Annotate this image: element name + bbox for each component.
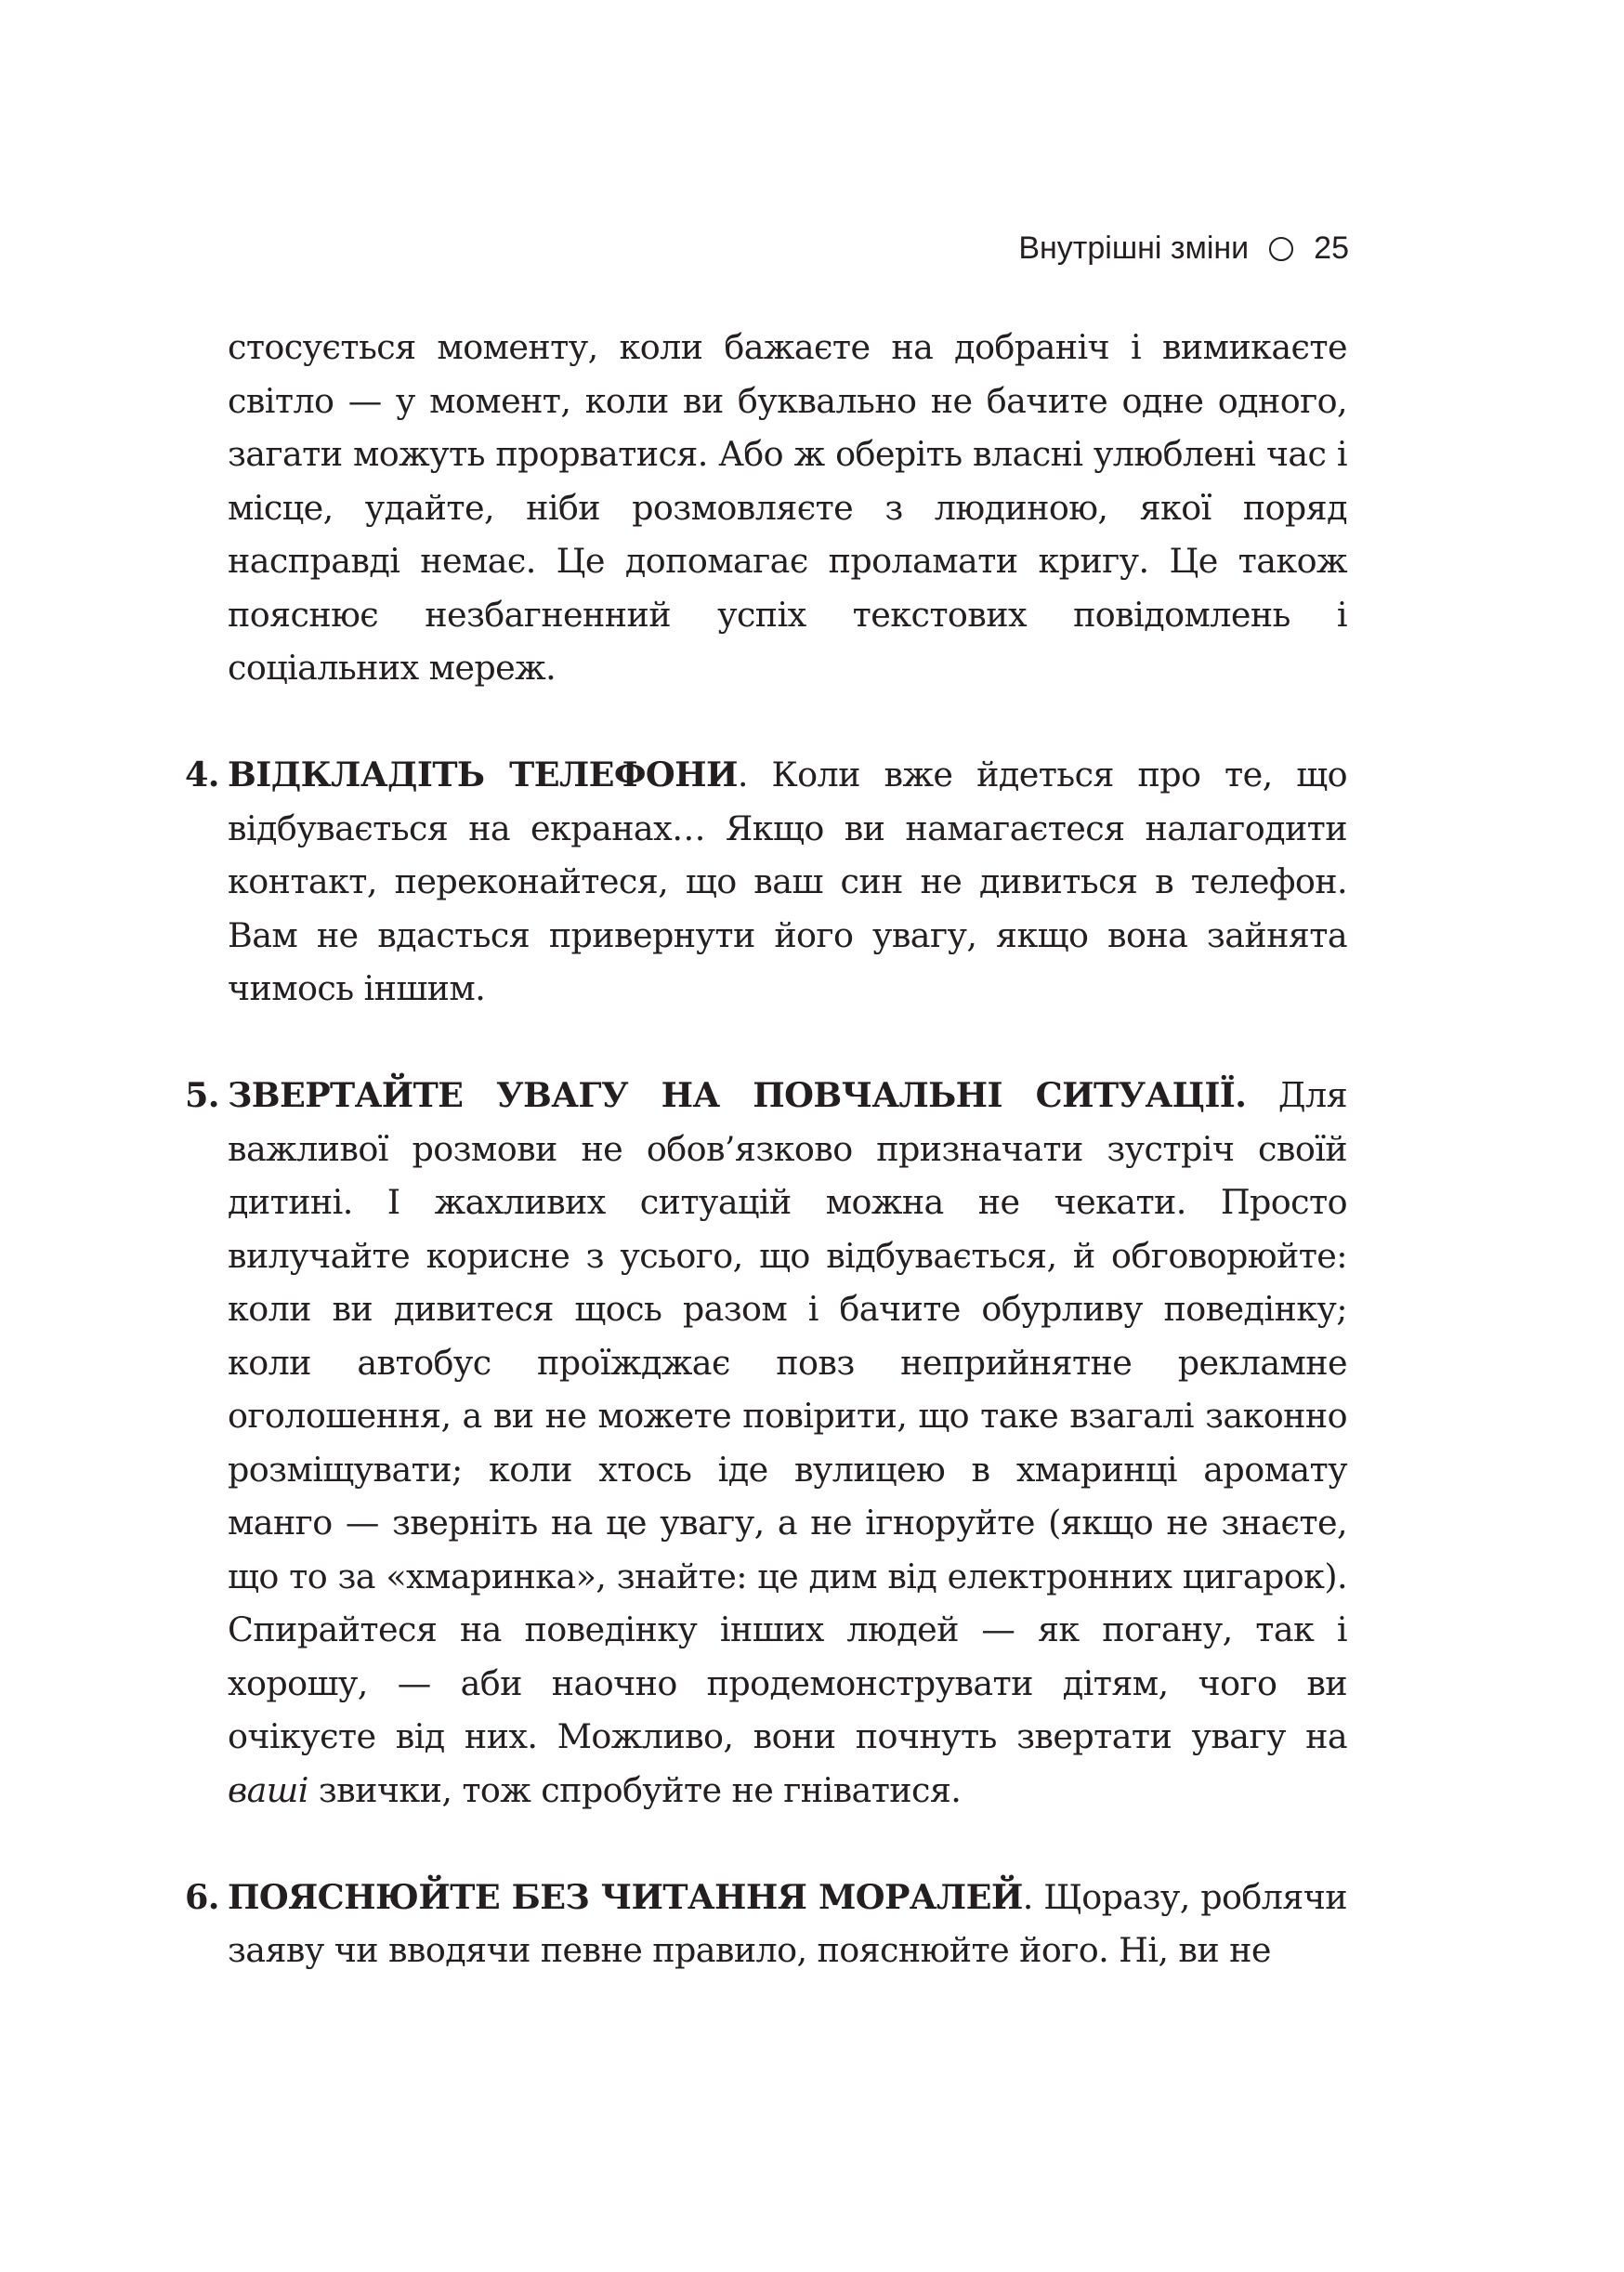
item-heading: ЗВЕРТАЙТЕ УВАГУ НА ПОВЧАЛЬНІ СИТУАЦІЇ. [228,1075,1247,1115]
item-text: . Щоразу, роблячи заяву чи вводячи певне правило, пояснюйте його. Ні, ви не [228,1876,1347,1970]
item-paragraph [228,748,1347,1016]
item-number: 4. [185,755,219,795]
item-text: Для важливої розмови не обов’язково призначати зустріч своїй дитині. І жахливих ситуацій можна не чекати. Просто вилучайте корисне з усього, що відбувається, й обговорюйте: коли ви дивитеся щось разом і бачите обурливу поведінку; коли автобус проїжджає повз неприйнятне рекламне оголошення, а ви не можете повірити, що таке взагалі законно розміщувати; коли хтось іде вулицею в хмаринці аромату манго — зверніть на це увагу, а не ігноруйте (якщо не знаєте, що то за «хмаринка», знайте: це дим від електронних цигарок). Спирайтеся на поведінку інших людей — як погану, так і хорошу, — аби наочно продемонструвати дітям, чого ви очікуєте від них. Можливо, вони почнуть звертати увагу на [228,1075,1348,1756]
page-number: 25 [1314,230,1349,266]
item-text-after: звички, тож спробуйте не гніватися. [308,1769,962,1810]
circle-ornament-icon [1269,237,1293,261]
item-paragraph [228,1871,1347,1977]
item-text: . Коли вже йдеться про те, що відбувається на екранах… Якщо ви намагаєтеся налагодити контакт, переконайтеся, що ваш син не дивиться в телефон. Вам не вдасться привернути його увагу, якщо вона зайнята чимось іншим. [228,755,1347,1008]
item-number: 6. [185,1876,219,1917]
item-emphasis: ваші [228,1769,308,1810]
list-item-4 [185,748,1347,1016]
item-paragraph [228,1069,1347,1817]
item-heading: ПОЯСНЮЙТЕ БЕЗ ЧИТАННЯ МОРАЛЕЙ [228,1876,1023,1917]
list-item-5 [185,1069,1348,1817]
list-item-6 [185,1871,1347,1977]
section-title: Внутрішні зміни [1018,230,1250,266]
intro-paragraph: стосується моменту, коли бажаєте на добраніч і вимикаєте світло — у момент, коли ви буквально не бачите одне одного, загати можуть прорватися. Або ж оберіть власні улюблені час і місце, удайте, ніби розмовляєте з людиною, якої поряд насправді немає. Це допомагає проламати кригу. Це також пояснює незбагненний успіх текстових повідомлень і соціальних мереж. [228,327,1347,688]
item-number: 5. [185,1075,219,1115]
item-heading: ВІДКЛАДІТЬ ТЕЛЕФОНИ [228,755,738,795]
running-head [1018,230,1349,267]
body-text [185,321,1348,1977]
